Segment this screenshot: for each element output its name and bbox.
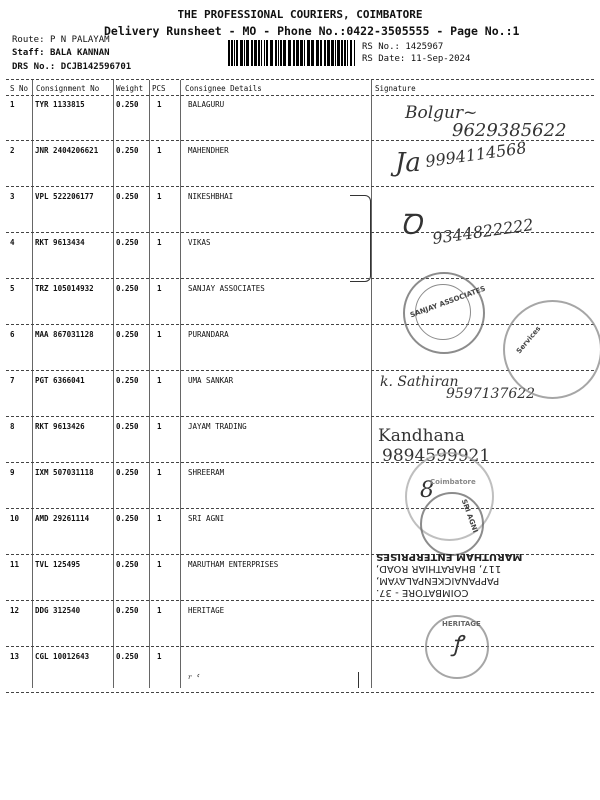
- cell-sno: 6: [10, 330, 15, 339]
- cell-consignment: MAA 867031128: [35, 330, 94, 339]
- cell-sno: 4: [10, 238, 15, 247]
- cell-pcs: 1: [157, 238, 162, 247]
- barcode-bar: [280, 40, 282, 66]
- drs-label: DRS No.:: [12, 62, 56, 72]
- cell-sno: 5: [10, 284, 15, 293]
- barcode-bar: [251, 40, 253, 66]
- cell-pcs: 1: [157, 376, 162, 385]
- barcode-bar: [266, 40, 268, 66]
- cell-pcs: 1: [157, 100, 162, 109]
- cell-sno: 8: [10, 422, 15, 431]
- rs-date-value: 11-Sep-2024: [410, 54, 471, 64]
- barcode-bar: [296, 40, 299, 66]
- cell-weight: 0.250: [116, 192, 139, 201]
- cell-sno: 9: [10, 468, 15, 477]
- bracket-mark: [350, 195, 371, 282]
- cell-consignee: HERITAGE: [188, 606, 225, 615]
- sri-agni-stamp-label: SRI AGNI: [459, 498, 480, 534]
- cell-weight: 0.250: [116, 514, 139, 523]
- cell-consignment: RKT 9613426: [35, 422, 85, 431]
- cell-consignee: SANJAY ASSOCIATES: [188, 284, 265, 293]
- barcode-bar: [234, 40, 235, 66]
- cell-pcs: 1: [157, 468, 162, 477]
- barcode-bar: [300, 40, 303, 66]
- staff-value: BALA KANNAN: [49, 48, 110, 58]
- barcode-bar: [278, 40, 279, 66]
- col-separator: [180, 80, 181, 688]
- barcode-bar: [236, 40, 238, 66]
- barcode-bar: [283, 40, 286, 66]
- company-title: THE PROFESSIONAL COURIERS, COIMBATORE: [177, 8, 423, 21]
- barcode-bar: [350, 40, 352, 66]
- cell-weight: 0.250: [116, 468, 139, 477]
- marutham-stamp: [376, 550, 596, 598]
- row-rule: [6, 462, 594, 463]
- cell-pcs: 1: [157, 422, 162, 431]
- cell-weight: 0.250: [116, 560, 139, 569]
- cell-consignment: AMD 29261114: [35, 514, 90, 523]
- barcode-bar: [316, 40, 319, 66]
- cell-consignment: DDG 312540: [35, 606, 81, 615]
- cell-weight: 0.250: [116, 376, 139, 385]
- barcode-bar: [264, 40, 265, 66]
- table-header-rule: [6, 95, 594, 96]
- cell-consignment: TVL 125495: [35, 560, 81, 569]
- col-separator: [32, 80, 33, 688]
- cell-consignee: SRI AGNI: [188, 514, 225, 523]
- barcode-bar: [270, 40, 273, 66]
- cell-consignment: IXM 507031118: [35, 468, 94, 477]
- cell-consignee: PURANDARA: [188, 330, 229, 339]
- barcode-bar: [337, 40, 340, 66]
- rs-no-label: RS No.:: [362, 42, 400, 52]
- cell-consignment: PGT 6366041: [35, 376, 85, 385]
- cell-weight: 0.250: [116, 606, 139, 615]
- cell-consignee: MARUTHAM ENTERPRISES: [188, 560, 279, 569]
- cell-consignee: UMA SANKAR: [188, 376, 234, 385]
- barcode-bar: [304, 40, 305, 66]
- cell-pcs: 1: [157, 146, 162, 155]
- cell-weight: 0.250: [116, 422, 139, 431]
- mark-13: ʳ ʿ: [188, 672, 200, 686]
- barcode-icon: [228, 40, 358, 66]
- signature-8-name: Kandhana: [378, 426, 465, 446]
- table-top-rule: [6, 79, 594, 80]
- cell-weight: 0.250: [116, 652, 139, 661]
- signature-8-phone: 9894599921: [382, 446, 491, 466]
- cell-sno: 7: [10, 376, 15, 385]
- cell-consignee: VIKAS: [188, 238, 211, 247]
- sanjay-stamp-label: SANJAY ASSOCIATES: [409, 284, 487, 320]
- barcode-bar: [320, 40, 322, 66]
- signature-7: k. Sathiran: [380, 374, 459, 390]
- barcode-bar: [341, 40, 343, 66]
- route-value: P N PALAYAM: [49, 35, 110, 45]
- drs-line: [12, 62, 131, 72]
- barcode-bar: [307, 40, 310, 66]
- col-consignment: Consignment No: [36, 84, 100, 93]
- col-pcs: PCS: [152, 84, 166, 93]
- row-rule: [6, 646, 594, 647]
- coimbatore-stamp-label: Coimbatore: [430, 478, 476, 486]
- cell-sno: 10: [10, 514, 20, 523]
- row-rule: [6, 324, 594, 325]
- rs-date-line: [362, 54, 470, 64]
- barcode-bar: [228, 40, 230, 66]
- cell-weight: 0.250: [116, 100, 139, 109]
- row-rule: [6, 186, 594, 187]
- marutham-stamp-line: 117, BHARATHIAR ROAD,: [376, 563, 502, 574]
- barcode-bar: [275, 40, 277, 66]
- cell-consignment: RKT 9613434: [35, 238, 85, 247]
- route-line: [12, 35, 110, 45]
- barcode-bar: [347, 40, 348, 66]
- cell-pcs: 1: [157, 330, 162, 339]
- cell-consignment: CGL 10012643: [35, 652, 90, 661]
- cell-sno: 12: [10, 606, 20, 615]
- cell-sno: 3: [10, 192, 15, 201]
- signature-4-phone: 9344822222: [431, 215, 535, 248]
- signature-1-phone: 9629385622: [452, 120, 567, 141]
- barcode-bar: [288, 40, 291, 66]
- barcode-bar: [293, 40, 295, 66]
- row-rule: [6, 692, 594, 693]
- cell-weight: 0.250: [116, 146, 139, 155]
- cell-weight: 0.250: [116, 238, 139, 247]
- barcode-bar: [335, 40, 336, 66]
- barcode-bar: [324, 40, 326, 66]
- barcode-bar: [344, 40, 346, 66]
- barcode-bar: [244, 40, 245, 66]
- col-separator: [149, 80, 150, 688]
- cell-consignee: BALAGURU: [188, 100, 225, 109]
- staff-label: Staff:: [12, 48, 45, 58]
- cell-pcs: 1: [157, 514, 162, 523]
- signature-3: Ꝺ: [400, 208, 422, 241]
- heritage-stamp-label: HERITAGE: [442, 620, 481, 628]
- cell-sno: 2: [10, 146, 15, 155]
- bracket-mark: [352, 672, 359, 688]
- row-rule: [6, 278, 594, 279]
- drs-value: DCJB142596701: [60, 62, 132, 72]
- cell-pcs: 1: [157, 560, 162, 569]
- barcode-bar: [354, 40, 355, 66]
- barcode-bar: [311, 40, 314, 66]
- cell-pcs: 1: [157, 192, 162, 201]
- col-consignee: Consignee Details: [185, 84, 262, 93]
- barcode-bar: [246, 40, 249, 66]
- cell-consignment: TYR 1133815: [35, 100, 85, 109]
- signature-2-phone: 9994114568: [424, 138, 528, 171]
- barcode-bar: [258, 40, 260, 66]
- runsheet-subtitle: Delivery Runsheet - MO - Phone No.:0422-3505555 - Page No.:1: [104, 24, 520, 38]
- staff-line: [12, 48, 110, 58]
- cell-sno: 1: [10, 100, 15, 109]
- row-rule: [6, 600, 594, 601]
- col-signature: Signature: [375, 84, 416, 93]
- barcode-bar: [231, 40, 233, 66]
- cell-consignment: TRZ 105014932: [35, 284, 94, 293]
- col-separator: [371, 80, 372, 688]
- cell-consignee: JAYAM TRADING: [188, 422, 247, 431]
- signature-1: Bolgur~: [405, 103, 478, 123]
- barcode-bar: [240, 40, 243, 66]
- route-label: Route:: [12, 35, 45, 45]
- rs-no-line: [362, 42, 443, 52]
- cell-sno: 13: [10, 652, 20, 661]
- services-stamp-label: Services: [514, 324, 543, 356]
- cell-pcs: 1: [157, 606, 162, 615]
- marutham-stamp-line: PAPPANAICKENPALAYAM,: [376, 575, 500, 586]
- cell-pcs: 1: [157, 284, 162, 293]
- row-rule: [6, 370, 594, 371]
- cell-consignee: SHREERAM: [188, 468, 225, 477]
- signature-7-phone: 9597137622: [446, 386, 536, 402]
- barcode-bar: [327, 40, 330, 66]
- col-weight: Weight: [116, 84, 144, 93]
- rs-date-label: RS Date:: [362, 54, 406, 64]
- barcode-bar: [261, 40, 262, 66]
- cell-weight: 0.250: [116, 284, 139, 293]
- cell-consignee: MAHENDHER: [188, 146, 229, 155]
- cell-consignment: JNR 2404206621: [35, 146, 99, 155]
- marutham-stamp-line: COIMBATORE - 37.: [376, 587, 469, 598]
- cell-consignee: NIKESHBHAI: [188, 192, 234, 201]
- col-sno: S No: [10, 84, 29, 93]
- rs-no-value: 1425967: [405, 42, 444, 52]
- barcode-bar: [331, 40, 334, 66]
- cell-weight: 0.250: [116, 330, 139, 339]
- cell-consignment: VPL 522206177: [35, 192, 94, 201]
- cell-sno: 11: [10, 560, 20, 569]
- row-rule: [6, 508, 594, 509]
- signature-2: Ja: [395, 148, 421, 178]
- cell-pcs: 1: [157, 652, 162, 661]
- marutham-stamp-line: MARUTHAM ENTERPRISES: [376, 551, 523, 562]
- signature-9: 8: [420, 478, 434, 503]
- row-rule: [6, 416, 594, 417]
- signature-12: ꝭ: [452, 632, 463, 657]
- col-separator: [113, 80, 114, 688]
- barcode-bar: [254, 40, 257, 66]
